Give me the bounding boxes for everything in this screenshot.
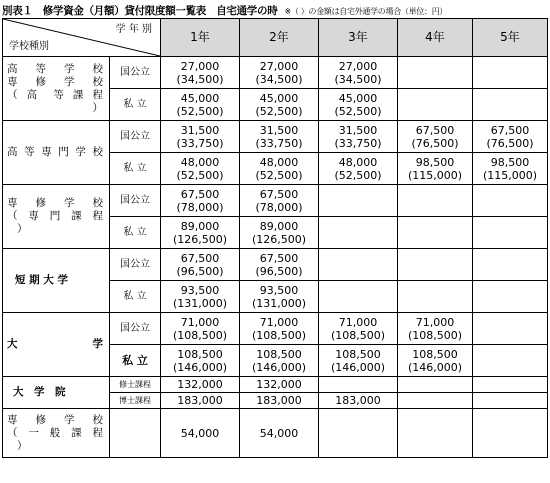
value-cell [398,217,473,249]
value-cell [473,409,548,458]
value-cell: 93,500 (131,000) [240,281,319,313]
ownership-cell: 国公立 [110,121,161,153]
header-year-1: 1年 [161,19,240,57]
ownership-cell: 国公立 [110,249,161,281]
value-cell [398,377,473,393]
value-cell: 31,500 (33,750) [161,121,240,153]
school-line: 大 学 院 [13,386,66,398]
ownership-cell: 国公立 [110,57,161,89]
value-cell [473,313,548,345]
school-type-cell [3,185,110,249]
corner-school-label: 学校種別 [9,41,49,52]
table-row [3,409,548,458]
school-line: （ 一 般 課 程 [7,426,103,439]
value-cell: 108,500 (146,000) [161,345,240,377]
table-row [3,121,548,153]
value-cell [473,345,548,377]
value-cell: 71,000 (108,500) [319,313,398,345]
value-cell: 71,000 (108,500) [398,313,473,345]
value-cell: 98,500 (115,000) [473,153,548,185]
school-type-cell [3,313,110,377]
value-cell: 45,000 (52,500) [240,89,319,121]
value-cell [473,377,548,393]
value-cell [319,409,398,458]
school-line: ） [17,223,28,235]
ownership-cell: 私 立 [110,217,161,249]
header-year-3: 3年 [319,19,398,57]
table-row [3,185,548,217]
value-cell: 67,500 (76,500) [473,121,548,153]
value-cell: 108,500 (146,000) [398,345,473,377]
school-line: ） [92,101,103,114]
school-line: ） [17,439,28,452]
value-cell [473,217,548,249]
value-cell [319,249,398,281]
table-row [3,313,548,345]
ownership-cell: 国公立 [110,185,161,217]
value-cell: 31,500 (33,750) [319,121,398,153]
value-cell [398,249,473,281]
value-cell: 27,000 (34,500) [161,57,240,89]
school-line: （ 専 門 課 程 [7,210,103,222]
value-cell: 89,000 (126,500) [161,217,240,249]
value-cell: 54,000 [161,409,240,458]
value-cell: 48,000 (52,500) [161,153,240,185]
ownership-cell: 私 立 [110,345,161,377]
value-cell: 132,000 [161,377,240,393]
value-cell: 48,000 (52,500) [240,153,319,185]
value-cell: 108,500 (146,000) [240,345,319,377]
value-cell: 54,000 [240,409,319,458]
value-cell: 45,000 (52,500) [319,89,398,121]
table-row [3,249,548,281]
school-type-cell [3,377,110,409]
value-cell: 93,500 (131,000) [161,281,240,313]
value-cell: 45,000 (52,500) [161,89,240,121]
corner-year-label: 学 年 別 [115,24,152,35]
value-cell: 67,500 (96,500) [240,249,319,281]
ownership-cell: 国公立 [110,313,161,345]
value-cell: 183,000 [161,393,240,409]
document-title [2,3,447,18]
title-note: ※（ ）の金額は自宅外通学の場合（単位：円） [284,7,448,16]
value-cell [398,89,473,121]
school-line: 専 修 学 校 [7,75,103,88]
value-cell: 67,500 (78,000) [161,185,240,217]
value-cell [473,89,548,121]
value-cell: 183,000 [319,393,398,409]
ownership-cell: 私 立 [110,281,161,313]
value-cell [473,281,548,313]
value-cell [473,393,548,409]
header-year-4: 4年 [398,19,473,57]
header-year-5: 5年 [473,19,548,57]
value-cell: 89,000 (126,500) [240,217,319,249]
value-cell: 48,000 (52,500) [319,153,398,185]
value-cell [398,393,473,409]
school-line: 大 学 [7,338,103,350]
course-cell: 博士課程 [110,393,161,409]
value-cell: 27,000 (34,500) [240,57,319,89]
value-cell [473,185,548,217]
school-type-cell [3,409,110,458]
title-main: 別表１ 修学資金（月額）貸付限度額一覧表 自宅通学の時 [2,5,278,17]
value-cell: 98,500 (115,000) [398,153,473,185]
school-line: 短 期 大 学 [15,274,68,286]
school-type-cell [3,121,110,185]
value-cell [473,249,548,281]
value-cell: 71,000 (108,500) [240,313,319,345]
value-cell [473,57,548,89]
value-cell [319,217,398,249]
value-cell [398,185,473,217]
value-cell [319,281,398,313]
value-cell: 108,500 (146,000) [319,345,398,377]
ownership-cell: 私 立 [110,89,161,121]
table-row [3,57,548,89]
value-cell [398,409,473,458]
school-type-cell [3,57,110,121]
school-line: 専 修 学 校 [7,413,103,426]
header-year-2: 2年 [240,19,319,57]
value-cell [398,281,473,313]
school-line: 高等専門学校 [7,146,103,158]
value-cell: 31,500 (33,750) [240,121,319,153]
value-cell: 67,500 (76,500) [398,121,473,153]
table-row [3,377,548,393]
loan-limit-table [2,18,548,458]
header-row [3,19,548,57]
value-cell: 183,000 [240,393,319,409]
value-cell: 132,000 [240,377,319,393]
value-cell: 71,000 (108,500) [161,313,240,345]
course-cell: 修士課程 [110,377,161,393]
school-line: 専 修 学 校 [7,197,103,209]
value-cell: 67,500 (78,000) [240,185,319,217]
school-line: （ 高 等 課 程 [7,88,103,101]
value-cell [398,57,473,89]
ownership-cell: 私 立 [110,153,161,185]
school-line: 高 等 学 校 [7,62,103,75]
ownership-cell [110,409,161,458]
header-corner [3,19,161,57]
value-cell [319,377,398,393]
value-cell [319,185,398,217]
value-cell: 27,000 (34,500) [319,57,398,89]
value-cell: 67,500 (96,500) [161,249,240,281]
school-type-cell [3,249,110,313]
